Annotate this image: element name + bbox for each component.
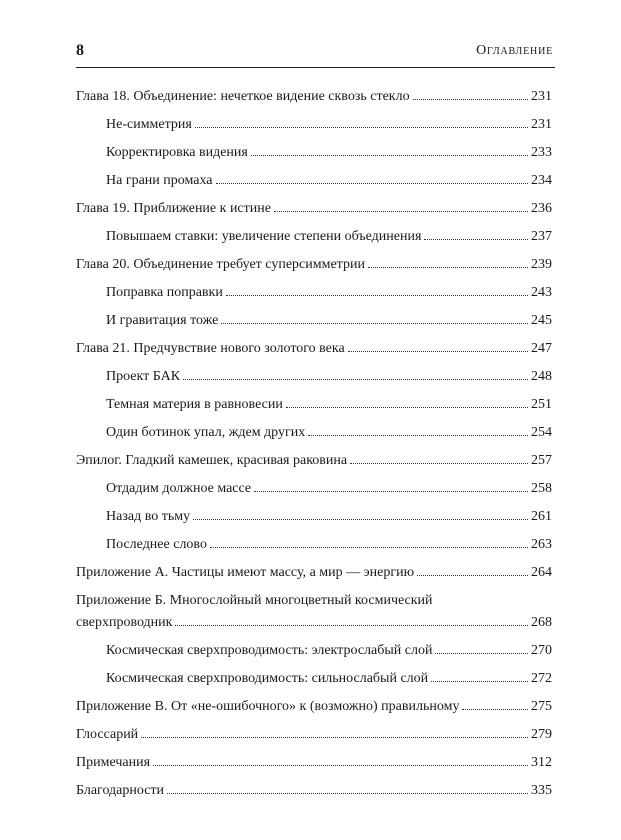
toc-entry (76, 698, 552, 716)
toc-entry-row (106, 396, 552, 414)
toc-subentry (76, 368, 552, 386)
dot-leader (167, 793, 528, 794)
toc-entry-row (106, 424, 552, 442)
toc-entry-row (106, 172, 552, 190)
toc-entry-title: Поправка поправки (106, 285, 223, 300)
toc-entry-title: Темная материя в равновесии (106, 397, 283, 412)
dot-leader (141, 737, 528, 738)
toc-entry-row (76, 698, 552, 716)
toc-entry-title: На грани промаха (106, 173, 213, 188)
table-of-contents (76, 88, 552, 810)
toc-entry-title: Приложение В. От «не-ошибочного» к (возможно) правильному (76, 699, 460, 714)
toc-entry-title: И гравитация тоже (106, 313, 219, 328)
dot-leader (216, 183, 529, 184)
toc-entry-title: Эпилог. Гладкий камешек, красивая раковина (76, 453, 348, 468)
dot-leader (308, 435, 528, 436)
toc-entry-page: 237 (531, 229, 552, 244)
dot-leader (462, 709, 528, 710)
dot-leader (175, 625, 528, 626)
toc-entry-title: Назад во тьму (106, 509, 191, 524)
toc-entry-row (106, 312, 552, 330)
toc-entry-row (106, 670, 552, 688)
dot-leader (413, 99, 528, 100)
dot-leader (226, 295, 528, 296)
toc-entry-title: Отдадим должное массе (106, 481, 252, 496)
toc-entry-page: 247 (531, 341, 552, 356)
toc-entry-page: 268 (531, 615, 552, 630)
toc-entry-row (76, 256, 552, 274)
toc-entry-page: 245 (531, 313, 552, 328)
toc-subentry (76, 172, 552, 190)
toc-subentry (76, 424, 552, 442)
toc-entry (76, 726, 552, 744)
toc-entry-row (106, 116, 552, 134)
toc-entry-page: 257 (531, 453, 552, 468)
toc-subentry (76, 536, 552, 554)
toc-entry-page: 261 (531, 509, 552, 524)
toc-entry-page: 270 (531, 643, 552, 658)
dot-leader (254, 491, 528, 492)
toc-subentry (76, 228, 552, 246)
toc-subentry (76, 670, 552, 688)
toc-entry-row (76, 452, 552, 470)
toc-entry-row (76, 782, 552, 800)
dot-leader (348, 351, 528, 352)
toc-entry-title: Последнее слово (106, 537, 207, 552)
toc-entry-row (76, 726, 552, 744)
toc-entry-title: Приложение А. Частицы имеют массу, а мир — энергию (76, 565, 415, 580)
page-number: 8 (76, 42, 84, 59)
dot-leader (153, 765, 528, 766)
toc-entry-row (76, 200, 552, 218)
toc-entry (76, 782, 552, 800)
toc-subentry (76, 508, 552, 526)
dot-leader (435, 653, 528, 654)
toc-entry-title: Примечания (76, 755, 151, 770)
toc-subentry (76, 642, 552, 660)
toc-entry-row (106, 480, 552, 498)
dot-leader (417, 575, 528, 576)
toc-entry-row (76, 88, 552, 106)
toc-subentry (76, 116, 552, 134)
toc-entry-page: 263 (531, 537, 552, 552)
toc-entry (76, 88, 552, 106)
dot-leader (210, 547, 528, 548)
toc-entry-page: 243 (531, 285, 552, 300)
toc-entry-page: 251 (531, 397, 552, 412)
toc-entry-page: 335 (531, 783, 552, 798)
toc-entry-row (106, 508, 552, 526)
toc-subentry (76, 144, 552, 162)
toc-entry-title-line: Приложение Б. Многослойный многоцветный космический (76, 593, 433, 608)
toc-entry-title: Глоссарий (76, 727, 139, 742)
dot-leader (193, 519, 528, 520)
toc-entry-page: 264 (531, 565, 552, 580)
dot-leader (350, 463, 528, 464)
toc-subentry (76, 284, 552, 302)
toc-entry-row (106, 368, 552, 386)
toc-entry-title: Благодарности (76, 783, 165, 798)
toc-entry-row (106, 536, 552, 554)
toc-entry-title: Глава 20. Объединение требует суперсимметрии (76, 257, 365, 272)
toc-entry-row (106, 642, 552, 660)
dot-leader (221, 323, 528, 324)
dot-leader (424, 239, 528, 240)
toc-entry-row (76, 754, 552, 772)
dot-leader (286, 407, 528, 408)
dot-leader (183, 379, 528, 380)
toc-entry-title: Глава 18. Объединение: нечеткое видение сквозь стекло (76, 89, 410, 104)
toc-entry-page: 272 (531, 671, 552, 686)
toc-entry-title: Один ботинок упал, ждем других (106, 425, 306, 440)
toc-entry-title: Проект БАК (106, 369, 181, 384)
toc-entry-title: Глава 19. Приближение к истине (76, 201, 271, 216)
toc-entry-page: 239 (531, 257, 552, 272)
toc-entry (76, 200, 552, 218)
toc-entry (76, 340, 552, 358)
toc-subentry (76, 480, 552, 498)
toc-entry-page: 236 (531, 201, 552, 216)
dot-leader (368, 267, 528, 268)
toc-entry (76, 256, 552, 274)
toc-entry-title: сверхпроводник (76, 615, 173, 630)
toc-entry-page: 279 (531, 727, 552, 742)
dot-leader (274, 211, 528, 212)
running-head: Оглавление (476, 43, 553, 58)
toc-entry-page: 275 (531, 699, 552, 714)
header-rule (76, 67, 555, 68)
toc-entry-title: Корректировка видения (106, 145, 248, 160)
toc-subentry (76, 396, 552, 414)
toc-entry-title: Повышаем ставки: увеличение степени объединения (106, 229, 422, 244)
toc-entry (76, 754, 552, 772)
dot-leader (251, 155, 528, 156)
toc-entry-row (106, 228, 552, 246)
toc-entry (76, 564, 552, 582)
toc-entry-page: 234 (531, 173, 552, 188)
toc-entry-page: 231 (531, 117, 552, 132)
toc-entry-page: 231 (531, 89, 552, 104)
toc-entry-row (76, 340, 552, 358)
dot-leader (195, 127, 528, 128)
toc-entry-page: 248 (531, 369, 552, 384)
toc-entry-page: 233 (531, 145, 552, 160)
toc-entry-page: 312 (531, 755, 552, 770)
toc-entry-row (106, 284, 552, 302)
dot-leader (431, 681, 528, 682)
toc-entry-title: Космическая сверхпроводимость: сильнослабый слой (106, 671, 429, 686)
toc-entry (76, 592, 552, 632)
toc-entry-title: Не-симметрия (106, 117, 192, 132)
toc-entry-row (106, 144, 552, 162)
toc-entry-page: 254 (531, 425, 552, 440)
toc-entry-row (76, 614, 552, 632)
toc-entry-title: Космическая сверхпроводимость: электрослабый слой (106, 643, 433, 658)
toc-entry-title: Глава 21. Предчувствие нового золотого века (76, 341, 345, 356)
toc-entry-page: 258 (531, 481, 552, 496)
toc-subentry (76, 312, 552, 330)
toc-entry (76, 452, 552, 470)
toc-entry-row (76, 564, 552, 582)
